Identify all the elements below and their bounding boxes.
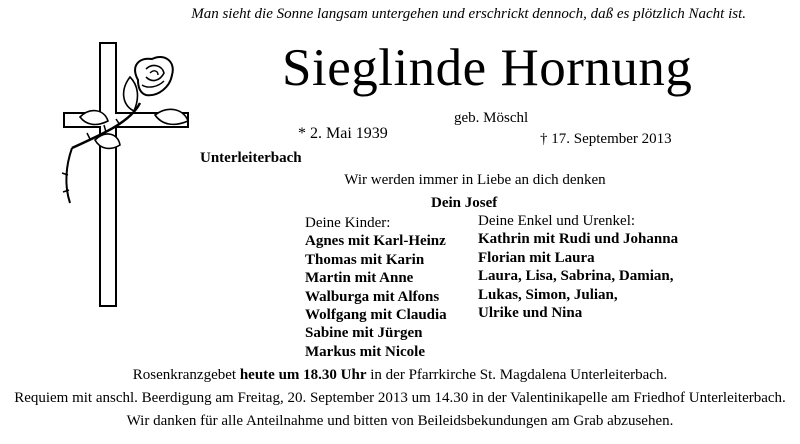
list-item: Martin mit Anne	[305, 270, 414, 287]
list-item: Thomas mit Karin	[305, 251, 425, 268]
requiem-notice: Requiem mit anschl. Beerdigung am Freitag, 20. September 2013 um 14.30 in der Valentinikapelle am Friedhof Unterleiterbach.	[14, 390, 786, 406]
grandchildren-list	[478, 212, 678, 322]
motto-quote: Man sieht die Sonne langsam untergehen und erschrickt dennoch, daß es plötzlich Nacht ist.	[191, 6, 746, 22]
list-item: Wolfgang mit Claudia	[305, 307, 447, 324]
rosary-notice	[0, 367, 800, 384]
rosary-notice-pre: Rosenkranzgebet	[132, 367, 240, 383]
birth-date: * 2. Mai 1939	[298, 125, 388, 142]
list-item: Laura, Lisa, Sabrina, Damian,	[478, 268, 674, 285]
list-item: Markus mit Nicole	[305, 343, 425, 360]
list-item: Lukas, Simon, Julian,	[478, 286, 618, 303]
maiden-name: geb. Möschl	[454, 110, 529, 126]
rosary-notice-post: in der Pfarrkirche St. Magdalena Unterleiterbach.	[366, 367, 668, 383]
place-name: Unterleiterbach	[200, 150, 302, 166]
list-item: Walburga mit Alfons	[305, 288, 440, 305]
grandchildren-heading: Deine Enkel und Urenkel:	[478, 213, 636, 229]
children-list	[305, 214, 447, 361]
rosary-notice-time: heute um 18.30 Uhr	[239, 367, 367, 383]
children-heading: Deine Kinder:	[305, 215, 391, 231]
husband-signature: Dein Josef	[431, 195, 498, 211]
list-item: Sabine mit Jürgen	[305, 325, 423, 342]
list-item: Ulrike und Nina	[478, 305, 583, 322]
deceased-name: Sieglinde Hornung	[282, 39, 693, 97]
memorial-message: Wir werden immer in Liebe an dich denken	[344, 172, 606, 188]
list-item: Agnes mit Karl-Heinz	[305, 233, 446, 250]
list-item: Kathrin mit Rudi und Johanna	[478, 231, 679, 248]
thanks-notice: Wir danken für alle Anteilnahme und bitten von Beileidsbekundungen am Grab abzusehen.	[126, 413, 674, 429]
list-item: Florian mit Laura	[478, 249, 595, 266]
death-date: † 17. September 2013	[540, 131, 672, 147]
